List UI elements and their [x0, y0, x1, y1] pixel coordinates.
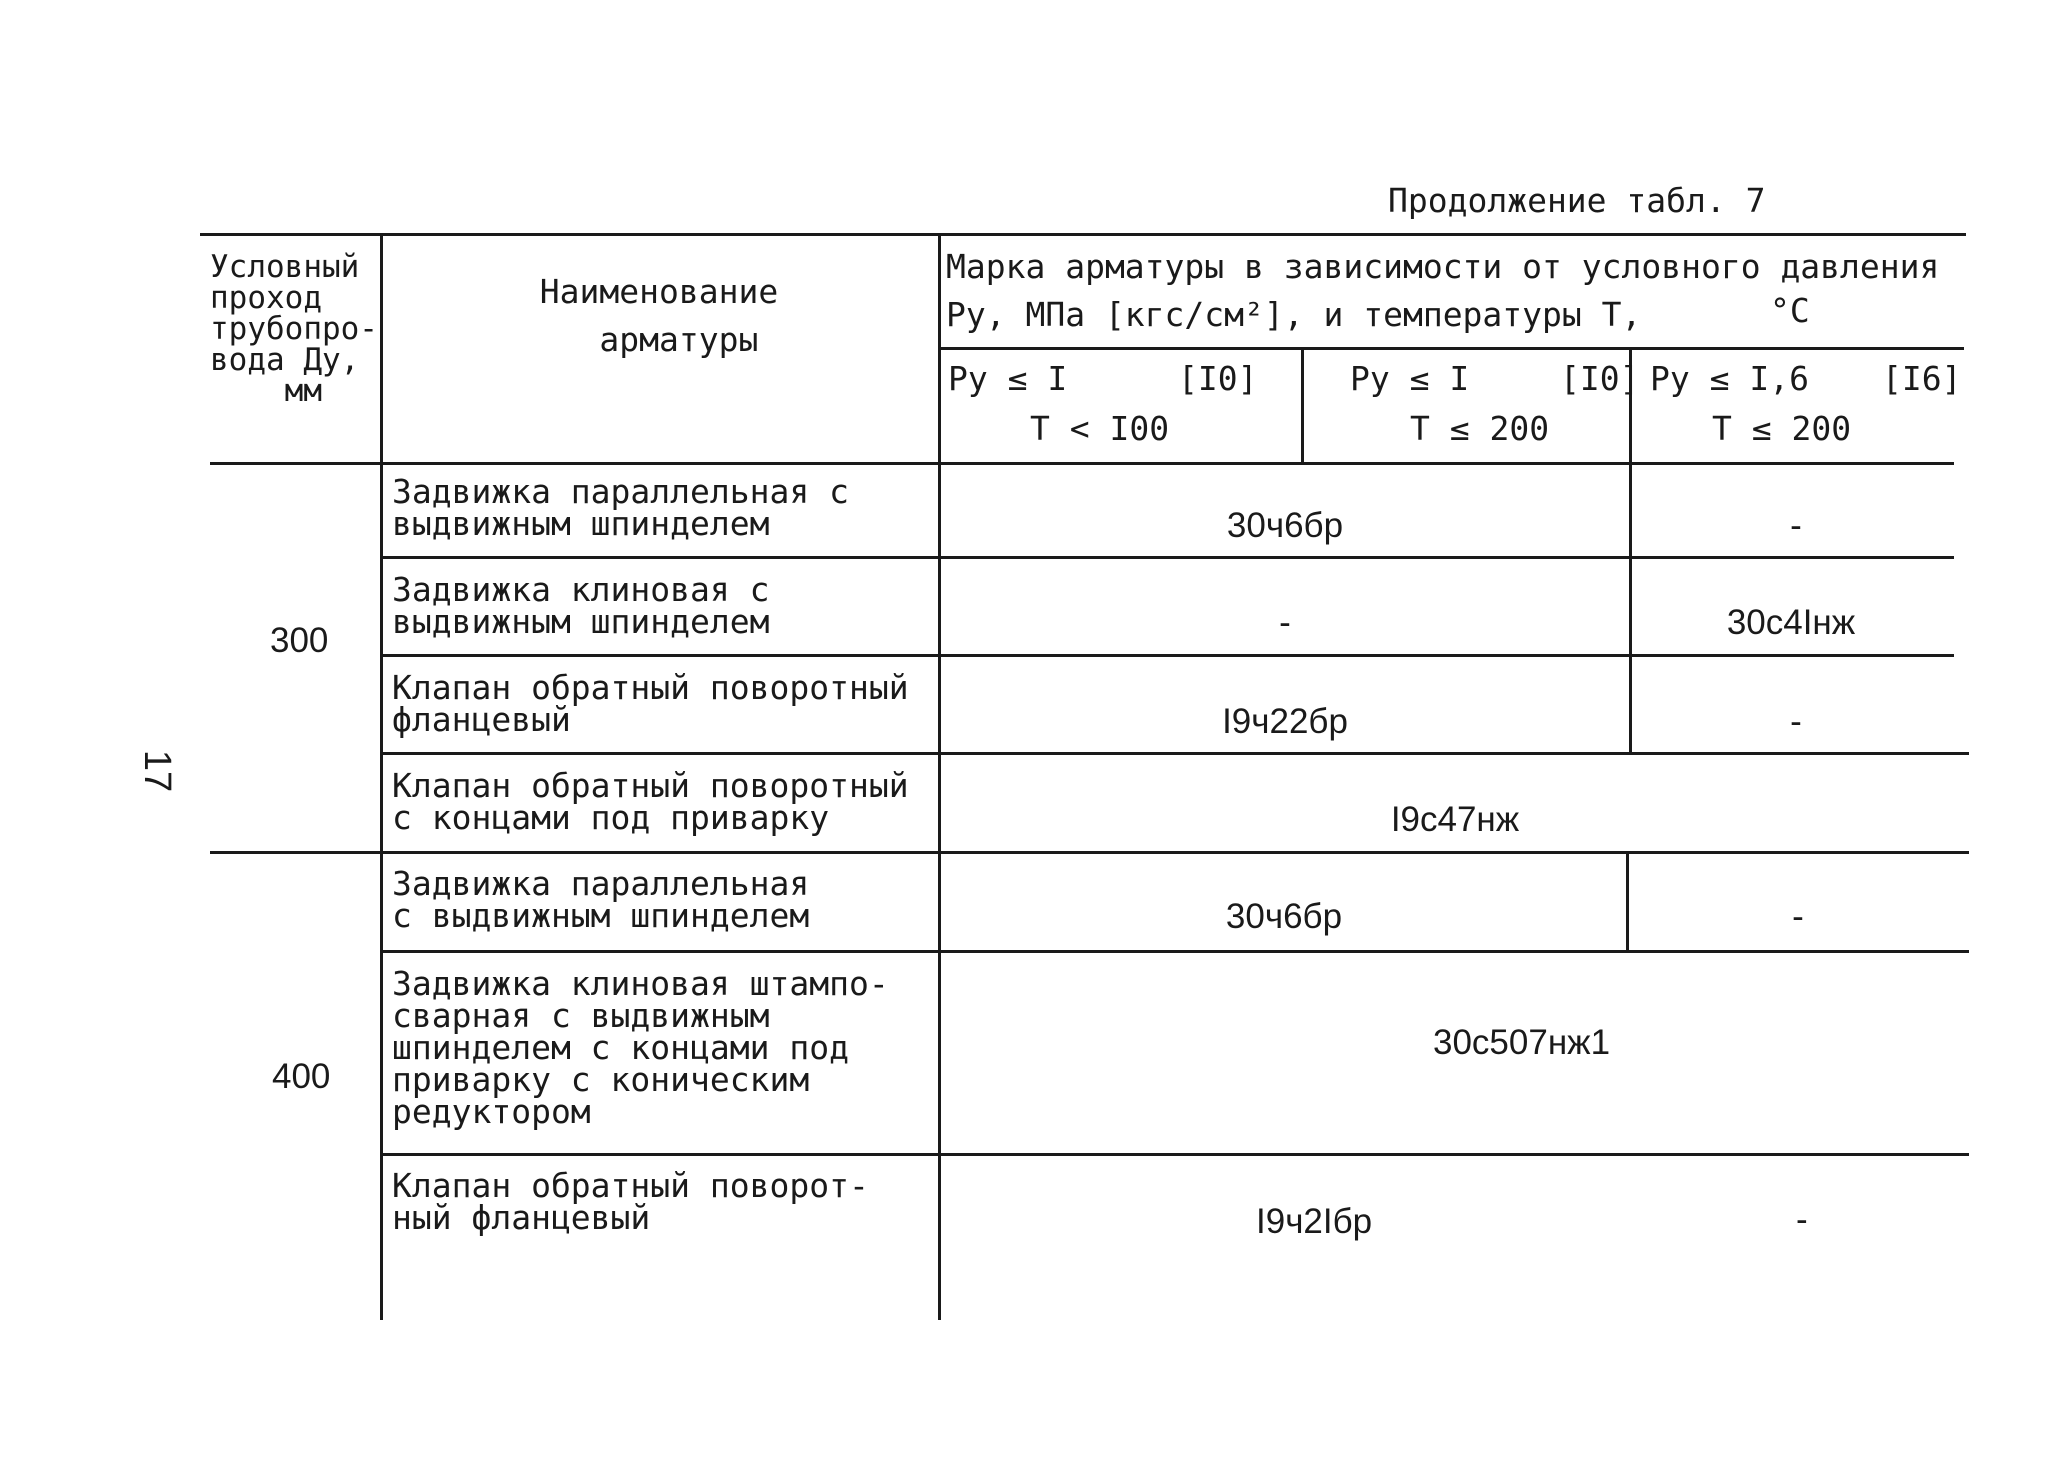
fitting-name: Задвижка клиновая с выдвижным шпинделем	[392, 570, 770, 641]
fitting-mark: -	[1790, 702, 1802, 741]
fitting-mark: I9с47нж	[1390, 800, 1520, 839]
dn-value: 400	[272, 1057, 331, 1096]
fitting-mark: -	[1279, 603, 1291, 642]
table-top-rule	[200, 233, 1966, 236]
col-rule	[1629, 347, 1632, 752]
fitting-mark: 30ч6бр	[1226, 506, 1344, 545]
col-rule	[1301, 347, 1304, 462]
fitting-name: Задвижка параллельная с выдвижным шпинделем	[392, 864, 810, 935]
subheader-1-code: [I0]	[1178, 359, 1258, 398]
row-rule	[381, 752, 1969, 755]
subheader-3-line1: Ру ≤ I,6	[1650, 359, 1809, 398]
subheader-1-line1: Ру ≤ I	[948, 359, 1068, 398]
col-rule	[938, 233, 941, 1320]
header-bottom-rule	[210, 462, 1954, 465]
row-rule	[381, 1153, 1969, 1156]
fitting-mark: -	[1790, 506, 1802, 545]
group-rule	[210, 851, 1969, 854]
dn-value: 300	[270, 621, 329, 660]
fitting-name: Задвижка параллельная с выдвижным шпинделем	[392, 472, 849, 543]
fitting-mark: 30с507нж1	[1433, 1023, 1611, 1062]
row-rule	[381, 556, 1954, 559]
subheader-2-line1: Ру ≤ I	[1350, 359, 1470, 398]
fitting-name: Клапан обратный поворотный с концами под приварку	[392, 766, 909, 837]
fitting-mark: 30ч6бр	[1225, 897, 1343, 936]
fitting-mark: 30с4Iнж	[1726, 603, 1856, 642]
header-dn: Условный проход трубопро- вода Ду, мм	[210, 249, 378, 409]
fitting-mark: -	[1792, 897, 1804, 936]
header-marks-line2: Ру, МПа [кгс/см²], и температуры Т,	[946, 295, 1642, 334]
table-caption: Продолжение табл. 7	[1388, 181, 1766, 220]
header-marks-unit: °С	[1770, 291, 1810, 330]
row-rule	[381, 950, 1969, 953]
fitting-name: Клапан обратный поворот- ный фланцевый	[392, 1166, 869, 1237]
row-rule	[381, 654, 1954, 657]
header-marks-line1: Марка арматуры в зависимости от условного давления	[946, 247, 1940, 286]
header-name: Наименование арматуры	[539, 272, 779, 359]
fitting-mark: I9ч2Iбр	[1256, 1202, 1373, 1241]
page-number: 17	[136, 749, 179, 793]
col-rule	[380, 233, 383, 1320]
subheader-2-line2: Т ≤ 200	[1410, 409, 1550, 448]
fitting-name: Задвижка клиновая штампо- сварная с выдвижным шпинделем с концами под приварку с коническим редуктором	[392, 964, 889, 1131]
subheader-2-code: [I0]	[1560, 359, 1640, 398]
header-sub-rule	[940, 347, 1964, 350]
fitting-mark: -	[1796, 1200, 1808, 1239]
fitting-name: Клапан обратный поворотный фланцевый	[392, 668, 909, 739]
subheader-1-line2: Т < I00	[1030, 409, 1170, 448]
subheader-3-line2: Т ≤ 200	[1712, 409, 1852, 448]
subheader-3-code: [I6]	[1882, 359, 1962, 398]
fitting-mark: I9ч22бр	[1222, 702, 1348, 741]
